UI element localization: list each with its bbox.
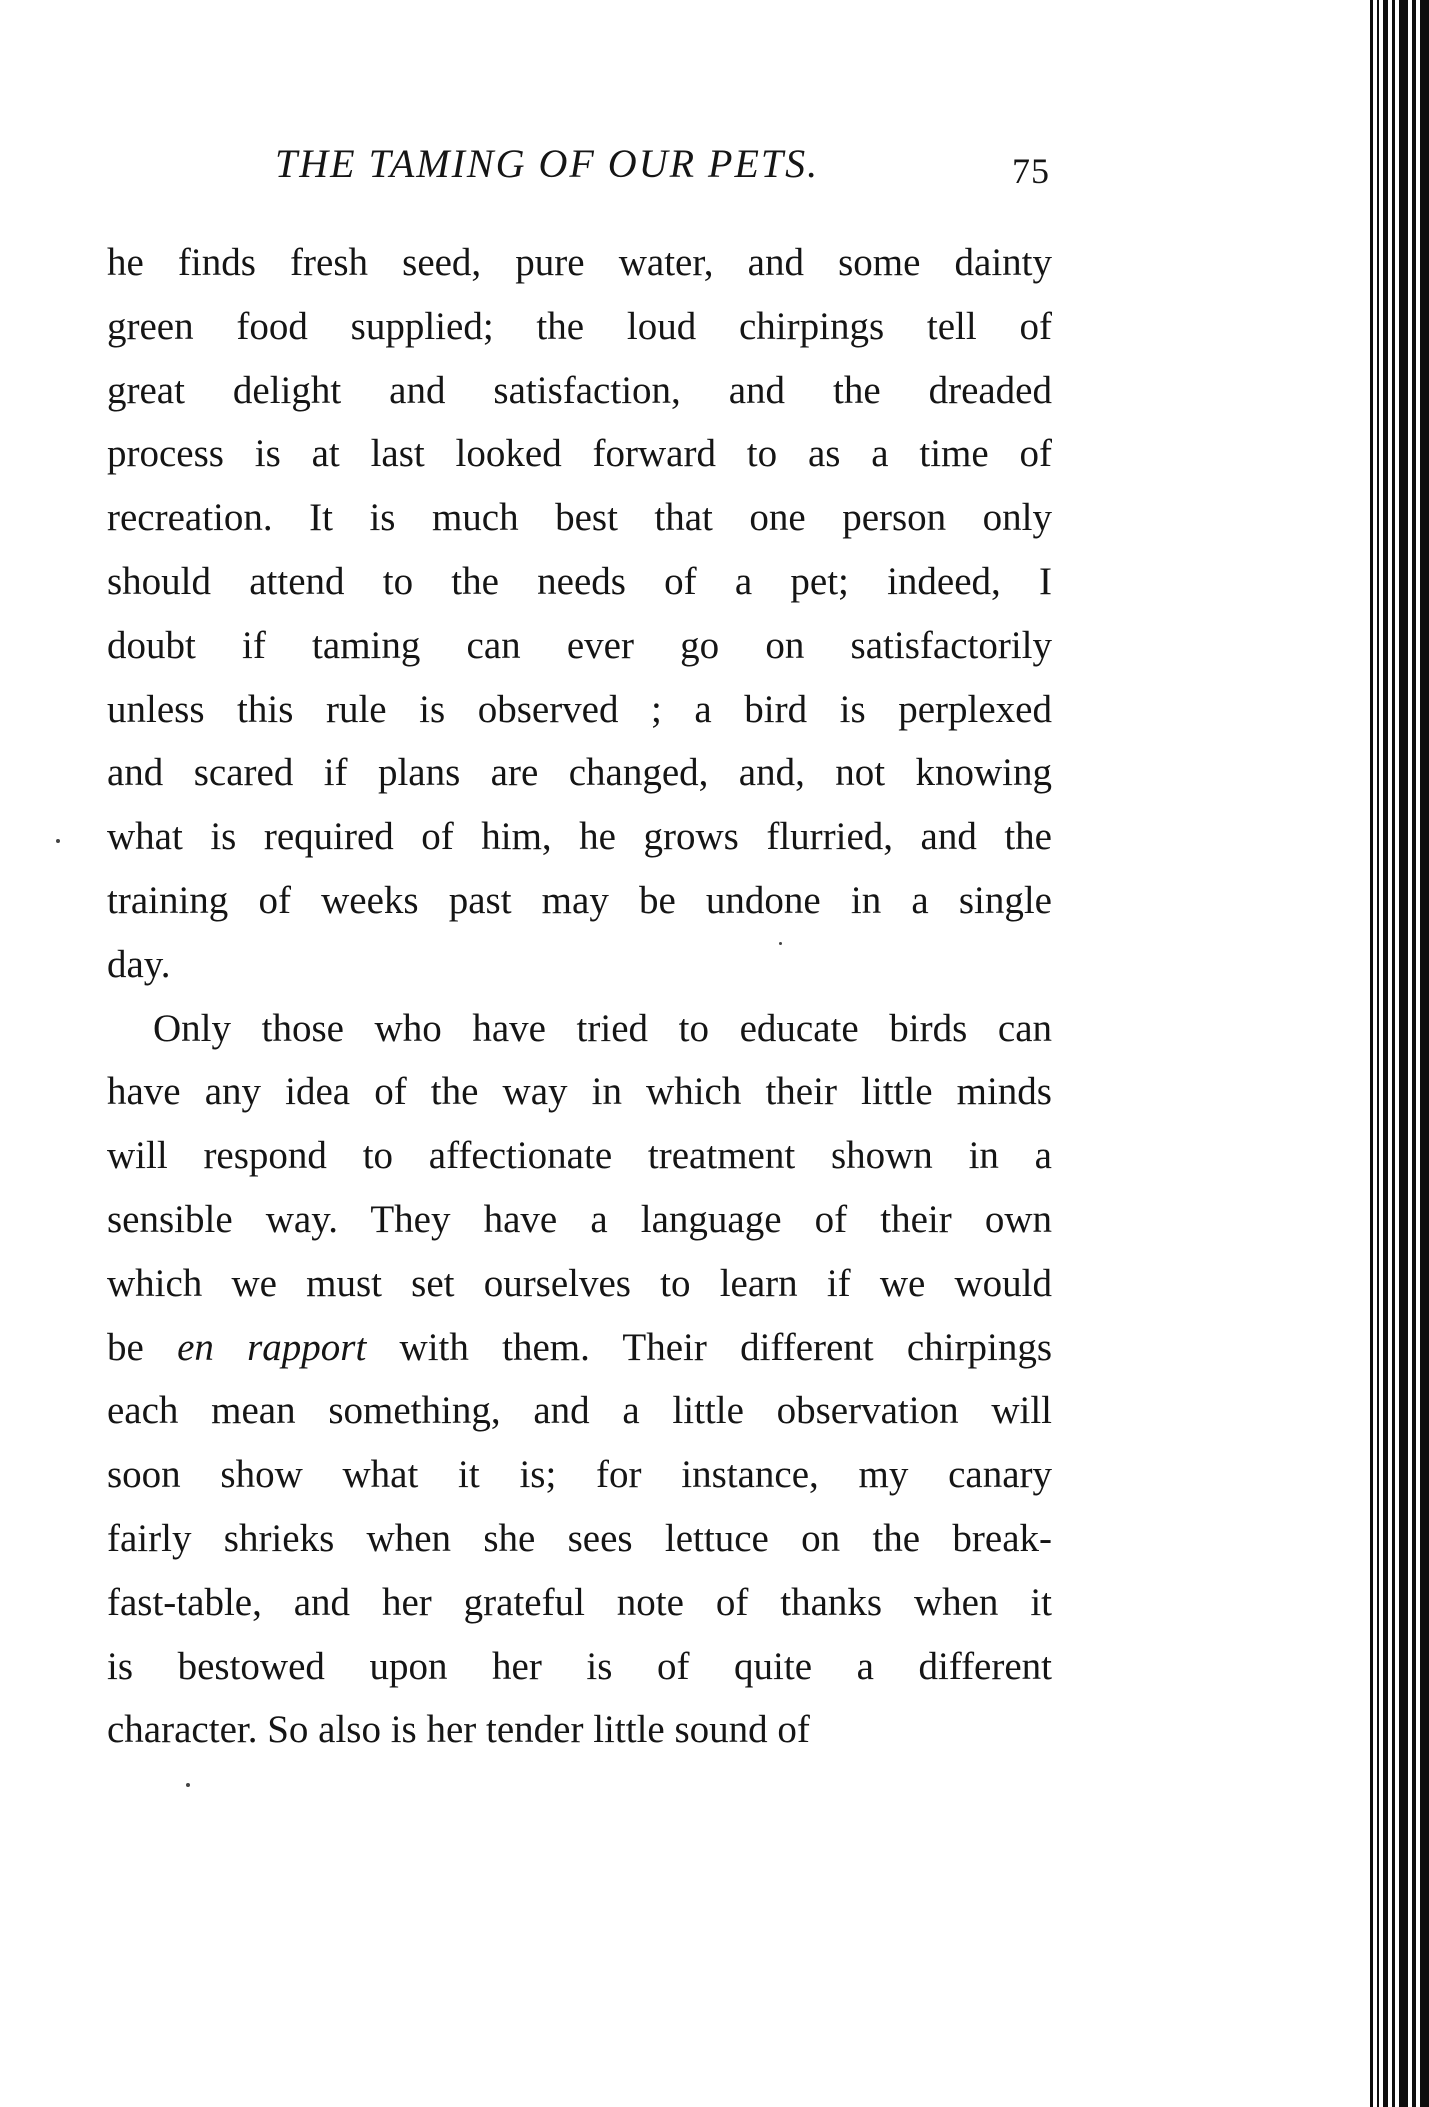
text-line: unless this rule is observed ; a bird is perplexed xyxy=(107,687,1052,731)
text-line: great delight and satisfaction, and the dreaded xyxy=(107,368,1052,412)
binding-line xyxy=(1377,0,1379,2107)
text-line: fairly shrieks when she sees lettuce on the break- xyxy=(107,1516,1052,1560)
binding-line xyxy=(1370,0,1373,2107)
paragraph-end-line: day. xyxy=(107,942,171,986)
text-line: process is at last looked forward to as a time of xyxy=(107,432,1052,476)
text-line: have any idea of the way in which their little minds xyxy=(107,1070,1052,1114)
text-line: character. So also is her tender little sound of xyxy=(107,1708,810,1752)
text-line: soon show what it is; for instance, my canary xyxy=(107,1453,1052,1497)
text-line-with-italic xyxy=(107,1316,1052,1380)
text-line: sensible way. They have a language of their own xyxy=(107,1197,1052,1241)
binding-line xyxy=(1399,0,1408,2107)
text-line: and scared if plans are changed, and, not knowing xyxy=(107,751,1052,795)
running-head: THE TAMING OF OUR PETS. xyxy=(275,141,820,186)
body-text xyxy=(107,231,1052,1762)
text-line: green food supplied; the loud chirpings tell of xyxy=(107,304,1052,348)
text-segment: with them. Their different chirpings xyxy=(366,1325,1053,1369)
text-line: training of weeks past may be undone in a single xyxy=(107,878,1052,922)
italic-phrase: en rapport xyxy=(177,1325,367,1369)
text-line: is bestowed upon her is of quite a different xyxy=(107,1644,1052,1688)
text-line: should attend to the needs of a pet; indeed, I xyxy=(107,559,1052,603)
text-segment: be xyxy=(107,1325,178,1369)
text-line: which we must set ourselves to learn if we would xyxy=(107,1261,1052,1305)
text-line: doubt if taming can ever go on satisfactorily xyxy=(107,623,1052,667)
ink-speck xyxy=(56,839,60,843)
binding-line xyxy=(1412,0,1416,2107)
binding-line xyxy=(1420,0,1429,2107)
text-line: each mean something, and a little observation will xyxy=(107,1389,1052,1433)
text-line: he finds fresh seed, pure water, and some dainty xyxy=(107,241,1052,284)
text-line: what is required of him, he grows flurried, and the xyxy=(107,815,1052,859)
text-line: recreation. It is much best that one person only xyxy=(107,496,1052,540)
page-number: 75 xyxy=(1012,151,1050,191)
text-line: fast-table, and her grateful note of thanks when it xyxy=(107,1580,1052,1624)
text-line: will respond to affectionate treatment shown in a xyxy=(107,1134,1052,1178)
binding-edge xyxy=(1368,0,1429,2107)
binding-line xyxy=(1383,0,1388,2107)
binding-line xyxy=(1392,0,1395,2107)
ink-speck xyxy=(186,1783,190,1787)
ink-speck xyxy=(779,942,782,945)
paragraph-start-line: Only those who have tried to educate birds can xyxy=(153,1006,1052,1050)
